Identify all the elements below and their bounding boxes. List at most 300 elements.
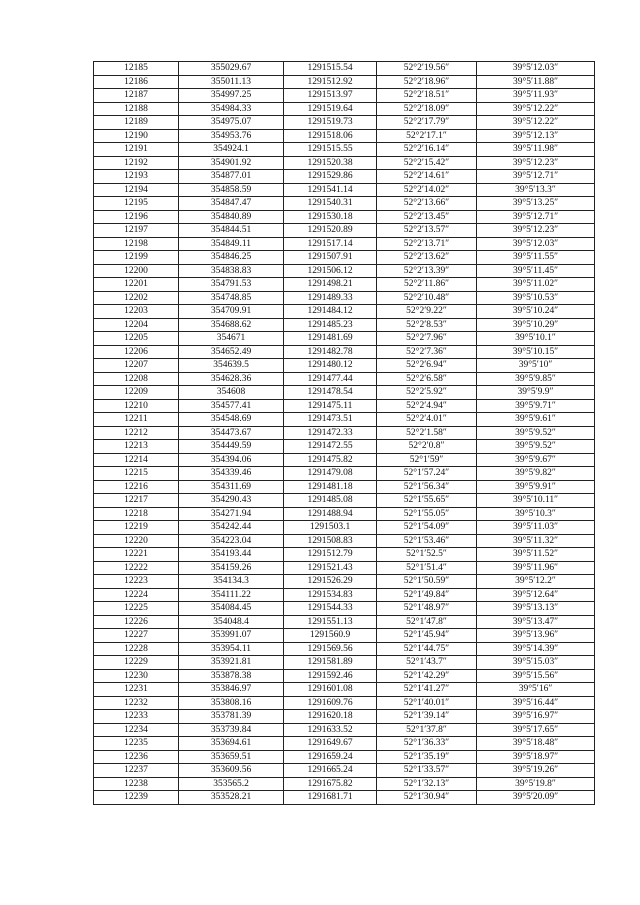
y-coordinate-cell: 1291521.43 bbox=[284, 561, 377, 575]
table-row bbox=[94, 399, 595, 413]
point-number-cell: 12226 bbox=[94, 615, 179, 629]
x-coordinate-cell: 355029.67 bbox=[179, 62, 284, 76]
point-number-cell: 12219 bbox=[94, 521, 179, 535]
latitude-cell: 52°2′1.58″ bbox=[377, 426, 477, 440]
point-number-cell: 12197 bbox=[94, 224, 179, 238]
x-coordinate-cell: 353781.39 bbox=[179, 710, 284, 724]
longitude-cell: 39°5′10″ bbox=[477, 359, 595, 373]
point-number-cell: 12191 bbox=[94, 143, 179, 157]
latitude-cell: 52°2′13.57″ bbox=[377, 224, 477, 238]
y-coordinate-cell: 1291472.33 bbox=[284, 426, 377, 440]
table-row bbox=[94, 453, 595, 467]
latitude-cell: 52°2′7.36″ bbox=[377, 345, 477, 359]
point-number-cell: 12202 bbox=[94, 291, 179, 305]
table-row bbox=[94, 575, 595, 589]
longitude-cell: 39°5′10.11″ bbox=[477, 494, 595, 508]
y-coordinate-cell: 1291479.08 bbox=[284, 467, 377, 481]
point-number-cell: 12193 bbox=[94, 170, 179, 184]
point-number-cell: 12207 bbox=[94, 359, 179, 373]
table-row bbox=[94, 494, 595, 508]
y-coordinate-cell: 1291544.33 bbox=[284, 602, 377, 616]
y-coordinate-cell: 1291506.12 bbox=[284, 264, 377, 278]
x-coordinate-cell: 355011.13 bbox=[179, 75, 284, 89]
x-coordinate-cell: 354548.69 bbox=[179, 413, 284, 427]
longitude-cell: 39°5′13.96″ bbox=[477, 629, 595, 643]
x-coordinate-cell: 354290.43 bbox=[179, 494, 284, 508]
latitude-cell: 52°2′0.8″ bbox=[377, 440, 477, 454]
table-row bbox=[94, 197, 595, 211]
table-row bbox=[94, 413, 595, 427]
x-coordinate-cell: 354849.11 bbox=[179, 237, 284, 251]
x-coordinate-cell: 354838.83 bbox=[179, 264, 284, 278]
longitude-cell: 39°5′9.67″ bbox=[477, 453, 595, 467]
x-coordinate-cell: 354709.91 bbox=[179, 305, 284, 319]
longitude-cell: 39°5′11.02″ bbox=[477, 278, 595, 292]
latitude-cell: 52°2′18.96″ bbox=[377, 75, 477, 89]
point-number-cell: 12218 bbox=[94, 507, 179, 521]
table-row bbox=[94, 183, 595, 197]
table-row bbox=[94, 791, 595, 805]
y-coordinate-cell: 1291659.24 bbox=[284, 750, 377, 764]
table-row bbox=[94, 359, 595, 373]
latitude-cell: 52°2′17.1″ bbox=[377, 129, 477, 143]
table-row bbox=[94, 89, 595, 103]
point-number-cell: 12227 bbox=[94, 629, 179, 643]
y-coordinate-cell: 1291481.18 bbox=[284, 480, 377, 494]
point-number-cell: 12225 bbox=[94, 602, 179, 616]
latitude-cell: 52°1′35.19″ bbox=[377, 750, 477, 764]
table-row bbox=[94, 129, 595, 143]
y-coordinate-cell: 1291675.82 bbox=[284, 777, 377, 791]
longitude-cell: 39°5′16″ bbox=[477, 683, 595, 697]
y-coordinate-cell: 1291609.76 bbox=[284, 696, 377, 710]
longitude-cell: 39°5′9.52″ bbox=[477, 440, 595, 454]
y-coordinate-cell: 1291503.1 bbox=[284, 521, 377, 535]
point-number-cell: 12195 bbox=[94, 197, 179, 211]
point-number-cell: 12215 bbox=[94, 467, 179, 481]
latitude-cell: 52°1′56.34″ bbox=[377, 480, 477, 494]
y-coordinate-cell: 1291484.12 bbox=[284, 305, 377, 319]
y-coordinate-cell: 1291475.82 bbox=[284, 453, 377, 467]
y-coordinate-cell: 1291515.55 bbox=[284, 143, 377, 157]
x-coordinate-cell: 354953.76 bbox=[179, 129, 284, 143]
y-coordinate-cell: 1291513.97 bbox=[284, 89, 377, 103]
longitude-cell: 39°5′12.22″ bbox=[477, 102, 595, 116]
x-coordinate-cell: 353808.16 bbox=[179, 696, 284, 710]
latitude-cell: 52°1′54.09″ bbox=[377, 521, 477, 535]
y-coordinate-cell: 1291482.78 bbox=[284, 345, 377, 359]
point-number-cell: 12212 bbox=[94, 426, 179, 440]
x-coordinate-cell: 353609.56 bbox=[179, 764, 284, 778]
point-number-cell: 12200 bbox=[94, 264, 179, 278]
y-coordinate-cell: 1291473.51 bbox=[284, 413, 377, 427]
x-coordinate-cell: 354844.51 bbox=[179, 224, 284, 238]
point-number-cell: 12236 bbox=[94, 750, 179, 764]
y-coordinate-cell: 1291512.79 bbox=[284, 548, 377, 562]
longitude-cell: 39°5′9.61″ bbox=[477, 413, 595, 427]
x-coordinate-cell: 354628.36 bbox=[179, 372, 284, 386]
latitude-cell: 52°1′33.57″ bbox=[377, 764, 477, 778]
longitude-cell: 39°5′12.13″ bbox=[477, 129, 595, 143]
x-coordinate-cell: 354688.62 bbox=[179, 318, 284, 332]
table-row bbox=[94, 291, 595, 305]
latitude-cell: 52°2′11.86″ bbox=[377, 278, 477, 292]
latitude-cell: 52°2′15.42″ bbox=[377, 156, 477, 170]
y-coordinate-cell: 1291507.91 bbox=[284, 251, 377, 265]
y-coordinate-cell: 1291475.11 bbox=[284, 399, 377, 413]
table-row bbox=[94, 332, 595, 346]
table-row bbox=[94, 305, 595, 319]
y-coordinate-cell: 1291485.08 bbox=[284, 494, 377, 508]
latitude-cell: 52°2′13.39″ bbox=[377, 264, 477, 278]
y-coordinate-cell: 1291512.92 bbox=[284, 75, 377, 89]
longitude-cell: 39°5′12.23″ bbox=[477, 156, 595, 170]
longitude-cell: 39°5′13.25″ bbox=[477, 197, 595, 211]
point-number-cell: 12229 bbox=[94, 656, 179, 670]
table-row bbox=[94, 143, 595, 157]
latitude-cell: 52°2′6.58″ bbox=[377, 372, 477, 386]
table-row bbox=[94, 656, 595, 670]
point-number-cell: 12204 bbox=[94, 318, 179, 332]
x-coordinate-cell: 354997.25 bbox=[179, 89, 284, 103]
y-coordinate-cell: 1291620.18 bbox=[284, 710, 377, 724]
point-number-cell: 12192 bbox=[94, 156, 179, 170]
latitude-cell: 52°1′41.27″ bbox=[377, 683, 477, 697]
latitude-cell: 52°2′9.22″ bbox=[377, 305, 477, 319]
latitude-cell: 52°1′37.8″ bbox=[377, 723, 477, 737]
latitude-cell: 52°2′13.62″ bbox=[377, 251, 477, 265]
latitude-cell: 52°1′39.14″ bbox=[377, 710, 477, 724]
table-row bbox=[94, 102, 595, 116]
table-row bbox=[94, 426, 595, 440]
y-coordinate-cell: 1291665.24 bbox=[284, 764, 377, 778]
point-number-cell: 12189 bbox=[94, 116, 179, 130]
y-coordinate-cell: 1291489.33 bbox=[284, 291, 377, 305]
y-coordinate-cell: 1291472.55 bbox=[284, 440, 377, 454]
longitude-cell: 39°5′9.85″ bbox=[477, 372, 595, 386]
point-number-cell: 12188 bbox=[94, 102, 179, 116]
table-row bbox=[94, 750, 595, 764]
longitude-cell: 39°5′12.71″ bbox=[477, 170, 595, 184]
y-coordinate-cell: 1291519.64 bbox=[284, 102, 377, 116]
longitude-cell: 39°5′9.82″ bbox=[477, 467, 595, 481]
table-row bbox=[94, 521, 595, 535]
longitude-cell: 39°5′9.91″ bbox=[477, 480, 595, 494]
longitude-cell: 39°5′12.22″ bbox=[477, 116, 595, 130]
latitude-cell: 52°2′4.94″ bbox=[377, 399, 477, 413]
point-number-cell: 12185 bbox=[94, 62, 179, 76]
longitude-cell: 39°5′12.23″ bbox=[477, 224, 595, 238]
table-row bbox=[94, 683, 595, 697]
x-coordinate-cell: 354975.07 bbox=[179, 116, 284, 130]
longitude-cell: 39°5′18.48″ bbox=[477, 737, 595, 751]
table-row bbox=[94, 696, 595, 710]
y-coordinate-cell: 1291681.71 bbox=[284, 791, 377, 805]
point-number-cell: 12223 bbox=[94, 575, 179, 589]
x-coordinate-cell: 354271.94 bbox=[179, 507, 284, 521]
longitude-cell: 39°5′15.03″ bbox=[477, 656, 595, 670]
table-row bbox=[94, 62, 595, 76]
x-coordinate-cell: 354339.46 bbox=[179, 467, 284, 481]
longitude-cell: 39°5′16.97″ bbox=[477, 710, 595, 724]
table-row bbox=[94, 345, 595, 359]
point-number-cell: 12206 bbox=[94, 345, 179, 359]
y-coordinate-cell: 1291481.69 bbox=[284, 332, 377, 346]
point-number-cell: 12213 bbox=[94, 440, 179, 454]
point-number-cell: 12194 bbox=[94, 183, 179, 197]
point-number-cell: 12210 bbox=[94, 399, 179, 413]
table-row bbox=[94, 278, 595, 292]
longitude-cell: 39°5′12.71″ bbox=[477, 210, 595, 224]
point-number-cell: 12196 bbox=[94, 210, 179, 224]
x-coordinate-cell: 353878.38 bbox=[179, 669, 284, 683]
latitude-cell: 52°1′55.65″ bbox=[377, 494, 477, 508]
point-number-cell: 12203 bbox=[94, 305, 179, 319]
point-number-cell: 12217 bbox=[94, 494, 179, 508]
point-number-cell: 12233 bbox=[94, 710, 179, 724]
longitude-cell: 39°5′11.03″ bbox=[477, 521, 595, 535]
x-coordinate-cell: 354877.01 bbox=[179, 170, 284, 184]
latitude-cell: 52°1′48.97″ bbox=[377, 602, 477, 616]
y-coordinate-cell: 1291488.94 bbox=[284, 507, 377, 521]
x-coordinate-cell: 354846.25 bbox=[179, 251, 284, 265]
point-number-cell: 12201 bbox=[94, 278, 179, 292]
x-coordinate-cell: 354449.59 bbox=[179, 440, 284, 454]
longitude-cell: 39°5′15.56″ bbox=[477, 669, 595, 683]
x-coordinate-cell: 354901.92 bbox=[179, 156, 284, 170]
x-coordinate-cell: 353846.97 bbox=[179, 683, 284, 697]
latitude-cell: 52°2′10.48″ bbox=[377, 291, 477, 305]
longitude-cell: 39°5′10.29″ bbox=[477, 318, 595, 332]
latitude-cell: 52°1′40.01″ bbox=[377, 696, 477, 710]
table-row bbox=[94, 372, 595, 386]
latitude-cell: 52°2′7.96″ bbox=[377, 332, 477, 346]
longitude-cell: 39°5′13.3″ bbox=[477, 183, 595, 197]
longitude-cell: 39°5′11.52″ bbox=[477, 548, 595, 562]
x-coordinate-cell: 353694.61 bbox=[179, 737, 284, 751]
table-row bbox=[94, 170, 595, 184]
longitude-cell: 39°5′20.09″ bbox=[477, 791, 595, 805]
longitude-cell: 39°5′12.03″ bbox=[477, 62, 595, 76]
y-coordinate-cell: 1291541.14 bbox=[284, 183, 377, 197]
point-number-cell: 12190 bbox=[94, 129, 179, 143]
point-number-cell: 12235 bbox=[94, 737, 179, 751]
latitude-cell: 52°1′44.75″ bbox=[377, 642, 477, 656]
y-coordinate-cell: 1291526.29 bbox=[284, 575, 377, 589]
latitude-cell: 52°2′18.09″ bbox=[377, 102, 477, 116]
longitude-cell: 39°5′11.45″ bbox=[477, 264, 595, 278]
longitude-cell: 39°5′11.93″ bbox=[477, 89, 595, 103]
x-coordinate-cell: 354223.04 bbox=[179, 534, 284, 548]
table-row bbox=[94, 615, 595, 629]
y-coordinate-cell: 1291581.89 bbox=[284, 656, 377, 670]
point-number-cell: 12211 bbox=[94, 413, 179, 427]
table-row bbox=[94, 116, 595, 130]
x-coordinate-cell: 354858.59 bbox=[179, 183, 284, 197]
longitude-cell: 39°5′19.26″ bbox=[477, 764, 595, 778]
x-coordinate-cell: 354840.89 bbox=[179, 210, 284, 224]
table-row bbox=[94, 440, 595, 454]
x-coordinate-cell: 353565.2 bbox=[179, 777, 284, 791]
x-coordinate-cell: 353954.11 bbox=[179, 642, 284, 656]
x-coordinate-cell: 354847.47 bbox=[179, 197, 284, 211]
y-coordinate-cell: 1291534.83 bbox=[284, 588, 377, 602]
longitude-cell: 39°5′11.55″ bbox=[477, 251, 595, 265]
point-number-cell: 12220 bbox=[94, 534, 179, 548]
x-coordinate-cell: 354159.26 bbox=[179, 561, 284, 575]
longitude-cell: 39°5′11.96″ bbox=[477, 561, 595, 575]
latitude-cell: 52°1′45.94″ bbox=[377, 629, 477, 643]
longitude-cell: 39°5′12.03″ bbox=[477, 237, 595, 251]
y-coordinate-cell: 1291530.18 bbox=[284, 210, 377, 224]
x-coordinate-cell: 353991.07 bbox=[179, 629, 284, 643]
latitude-cell: 52°1′42.29″ bbox=[377, 669, 477, 683]
table-row bbox=[94, 642, 595, 656]
x-coordinate-cell: 354671 bbox=[179, 332, 284, 346]
y-coordinate-cell: 1291520.89 bbox=[284, 224, 377, 238]
x-coordinate-cell: 353659.51 bbox=[179, 750, 284, 764]
table-row bbox=[94, 561, 595, 575]
point-number-cell: 12228 bbox=[94, 642, 179, 656]
y-coordinate-cell: 1291520.38 bbox=[284, 156, 377, 170]
longitude-cell: 39°5′9.9″ bbox=[477, 386, 595, 400]
latitude-cell: 52°2′19.56″ bbox=[377, 62, 477, 76]
latitude-cell: 52°2′14.61″ bbox=[377, 170, 477, 184]
y-coordinate-cell: 1291478.54 bbox=[284, 386, 377, 400]
point-number-cell: 12239 bbox=[94, 791, 179, 805]
x-coordinate-cell: 353739.84 bbox=[179, 723, 284, 737]
longitude-cell: 39°5′17.65″ bbox=[477, 723, 595, 737]
point-number-cell: 12230 bbox=[94, 669, 179, 683]
point-number-cell: 12238 bbox=[94, 777, 179, 791]
y-coordinate-cell: 1291592.46 bbox=[284, 669, 377, 683]
point-number-cell: 12224 bbox=[94, 588, 179, 602]
longitude-cell: 39°5′14.39″ bbox=[477, 642, 595, 656]
y-coordinate-cell: 1291529.86 bbox=[284, 170, 377, 184]
longitude-cell: 39°5′11.88″ bbox=[477, 75, 595, 89]
point-number-cell: 12231 bbox=[94, 683, 179, 697]
table-row bbox=[94, 534, 595, 548]
latitude-cell: 52°2′5.92″ bbox=[377, 386, 477, 400]
point-number-cell: 12214 bbox=[94, 453, 179, 467]
longitude-cell: 39°5′12.2″ bbox=[477, 575, 595, 589]
y-coordinate-cell: 1291560.9 bbox=[284, 629, 377, 643]
table-row bbox=[94, 669, 595, 683]
table-row bbox=[94, 777, 595, 791]
latitude-cell: 52°1′55.05″ bbox=[377, 507, 477, 521]
table-row bbox=[94, 210, 595, 224]
x-coordinate-cell: 354242.44 bbox=[179, 521, 284, 535]
y-coordinate-cell: 1291601.08 bbox=[284, 683, 377, 697]
point-number-cell: 12199 bbox=[94, 251, 179, 265]
table-row bbox=[94, 264, 595, 278]
point-number-cell: 12234 bbox=[94, 723, 179, 737]
longitude-cell: 39°5′12.64″ bbox=[477, 588, 595, 602]
x-coordinate-cell: 354111.22 bbox=[179, 588, 284, 602]
y-coordinate-cell: 1291517.14 bbox=[284, 237, 377, 251]
point-number-cell: 12216 bbox=[94, 480, 179, 494]
x-coordinate-cell: 354791.53 bbox=[179, 278, 284, 292]
latitude-cell: 52°1′51.4″ bbox=[377, 561, 477, 575]
y-coordinate-cell: 1291477.44 bbox=[284, 372, 377, 386]
longitude-cell: 39°5′9.71″ bbox=[477, 399, 595, 413]
y-coordinate-cell: 1291569.56 bbox=[284, 642, 377, 656]
table-row bbox=[94, 588, 595, 602]
table-row bbox=[94, 737, 595, 751]
latitude-cell: 52°2′14.02″ bbox=[377, 183, 477, 197]
table-row bbox=[94, 251, 595, 265]
y-coordinate-cell: 1291508.83 bbox=[284, 534, 377, 548]
longitude-cell: 39°5′10.15″ bbox=[477, 345, 595, 359]
x-coordinate-cell: 354639.5 bbox=[179, 359, 284, 373]
longitude-cell: 39°5′10.1″ bbox=[477, 332, 595, 346]
latitude-cell: 52°1′59″ bbox=[377, 453, 477, 467]
latitude-cell: 52°2′13.71″ bbox=[377, 237, 477, 251]
table-row bbox=[94, 629, 595, 643]
longitude-cell: 39°5′9.52″ bbox=[477, 426, 595, 440]
latitude-cell: 52°2′8.53″ bbox=[377, 318, 477, 332]
point-number-cell: 12209 bbox=[94, 386, 179, 400]
table-row bbox=[94, 507, 595, 521]
x-coordinate-cell: 354924.1 bbox=[179, 143, 284, 157]
x-coordinate-cell: 354193.44 bbox=[179, 548, 284, 562]
point-number-cell: 12198 bbox=[94, 237, 179, 251]
point-number-cell: 12208 bbox=[94, 372, 179, 386]
y-coordinate-cell: 1291551.13 bbox=[284, 615, 377, 629]
longitude-cell: 39°5′10.24″ bbox=[477, 305, 595, 319]
latitude-cell: 52°2′13.45″ bbox=[377, 210, 477, 224]
longitude-cell: 39°5′11.32″ bbox=[477, 534, 595, 548]
x-coordinate-cell: 354608 bbox=[179, 386, 284, 400]
longitude-cell: 39°5′19.8″ bbox=[477, 777, 595, 791]
y-coordinate-cell: 1291518.06 bbox=[284, 129, 377, 143]
table-row bbox=[94, 548, 595, 562]
longitude-cell: 39°5′11.98″ bbox=[477, 143, 595, 157]
x-coordinate-cell: 354748.85 bbox=[179, 291, 284, 305]
latitude-cell: 52°1′43.7″ bbox=[377, 656, 477, 670]
y-coordinate-cell: 1291498.21 bbox=[284, 278, 377, 292]
longitude-cell: 39°5′13.47″ bbox=[477, 615, 595, 629]
latitude-cell: 52°2′18.51″ bbox=[377, 89, 477, 103]
y-coordinate-cell: 1291485.23 bbox=[284, 318, 377, 332]
longitude-cell: 39°5′10.53″ bbox=[477, 291, 595, 305]
longitude-cell: 39°5′10.3″ bbox=[477, 507, 595, 521]
table-row bbox=[94, 318, 595, 332]
point-number-cell: 12205 bbox=[94, 332, 179, 346]
x-coordinate-cell: 354394.06 bbox=[179, 453, 284, 467]
latitude-cell: 52°1′50.59″ bbox=[377, 575, 477, 589]
latitude-cell: 52°2′13.66″ bbox=[377, 197, 477, 211]
x-coordinate-cell: 354652.49 bbox=[179, 345, 284, 359]
latitude-cell: 52°1′32.13″ bbox=[377, 777, 477, 791]
table-row bbox=[94, 75, 595, 89]
table-row bbox=[94, 710, 595, 724]
latitude-cell: 52°1′30.94″ bbox=[377, 791, 477, 805]
x-coordinate-cell: 354473.67 bbox=[179, 426, 284, 440]
longitude-cell: 39°5′18.97″ bbox=[477, 750, 595, 764]
table-row bbox=[94, 723, 595, 737]
table-row bbox=[94, 764, 595, 778]
x-coordinate-cell: 354048.4 bbox=[179, 615, 284, 629]
y-coordinate-cell: 1291519.73 bbox=[284, 116, 377, 130]
latitude-cell: 52°1′47.8″ bbox=[377, 615, 477, 629]
table-row bbox=[94, 386, 595, 400]
point-number-cell: 12237 bbox=[94, 764, 179, 778]
coordinate-table-body bbox=[94, 62, 595, 805]
point-number-cell: 12221 bbox=[94, 548, 179, 562]
latitude-cell: 52°1′57.24″ bbox=[377, 467, 477, 481]
latitude-cell: 52°1′49.84″ bbox=[377, 588, 477, 602]
